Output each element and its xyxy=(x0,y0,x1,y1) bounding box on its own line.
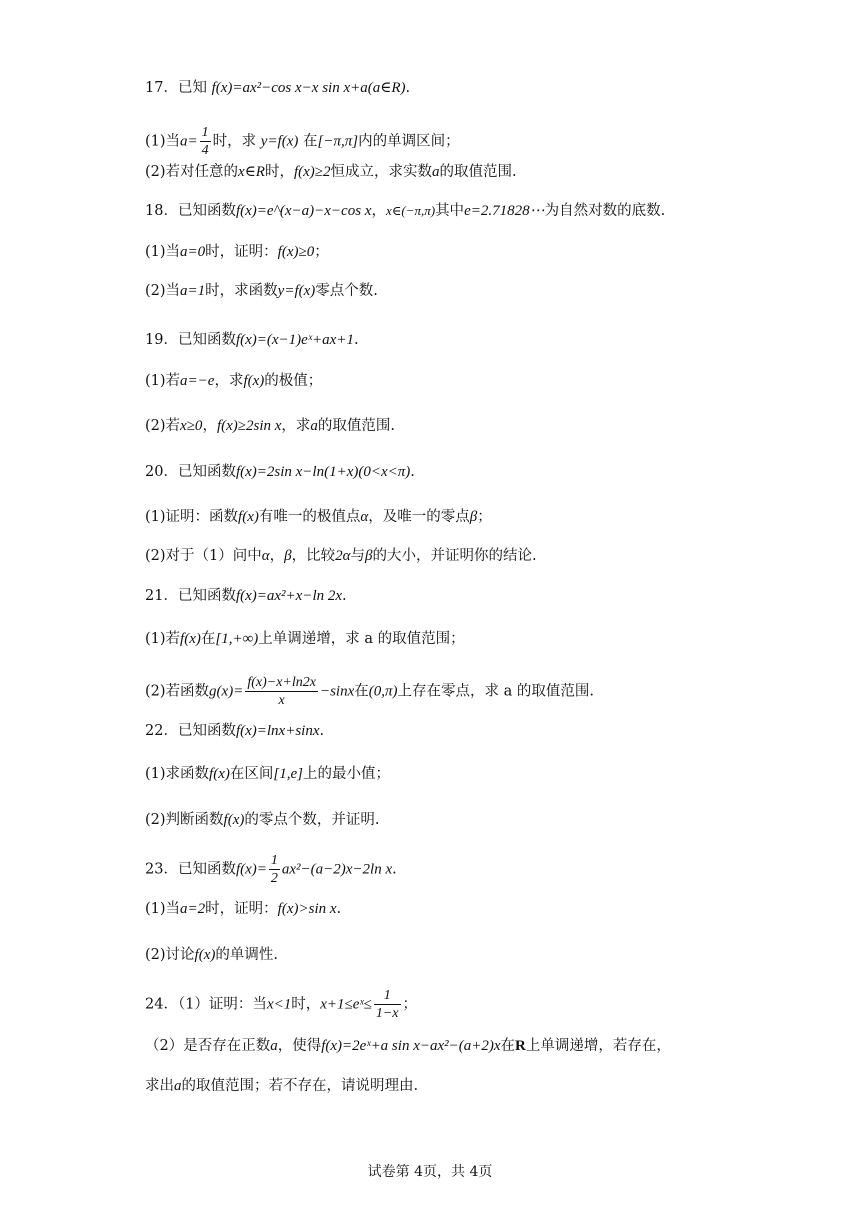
fraction: $\frac{1}{2}$ xyxy=(270,853,278,886)
fraction: $\frac{1}{4}$ xyxy=(201,125,209,158)
problem-23-part-2: (2)讨论f(x)的单调性. xyxy=(145,947,278,963)
problem-18-part-1: (1)当a=0时，证明：f(x)≥0； xyxy=(145,244,329,260)
problem-21-part-2: (2)若函数g(x)= $\frac{f(x)-x+\ln 2x}{x}$ −sinx在(0,π)上存在零点，求 a 的取值范围. xyxy=(145,675,595,708)
problem-18-part-2: (2)当a=1时，求函数y=f(x)零点个数. xyxy=(145,283,378,299)
problem-20-part-1: (1)证明：函数f(x)有唯一的极值点α，及唯一的零点β； xyxy=(145,509,492,525)
page-footer: 试卷第 4页，共 4页 xyxy=(367,1164,493,1180)
fraction: $\frac{f(x)-x+\ln 2x}{x}$ xyxy=(247,675,316,708)
problem-23-part-1: (1)当a=2时，证明：f(x)>sin x. xyxy=(145,901,342,917)
problem-24-part-2-continued: 求出a的取值范围；若不存在，请说明理由. xyxy=(145,1078,419,1094)
problem-22-stem: 22．已知函数f(x)=lnx+sinx. xyxy=(145,723,325,739)
problem-17-part-1: (1)当a= $\frac{1}{4}$ 时，求 y=f(x) 在[−π,π]内的单调区间； xyxy=(145,125,460,158)
fraction: $\frac{1}{1-x}$ xyxy=(375,988,399,1021)
problem-19-part-2: (2)若x≥0，f(x)≥2sin x，求a的取值范围. xyxy=(145,418,396,434)
problem-24-part-2: （2）是否存在正数a，使得f(x)=2eˣ+a sin x−ax²−(a+2)x在R上单调递增，若存在， xyxy=(145,1038,671,1054)
problem-18-stem: 18．已知函数f(x)=e^(x−a)−x−cos x，x∈(−π,π)其中e=2.71828⋯为自然对数的底数. xyxy=(145,203,666,219)
problem-22-part-2: (2)判断函数f(x)的零点个数，并证明. xyxy=(145,812,380,828)
problem-21-part-1: (1)若f(x)在[1,+∞)上单调递增，求 a 的取值范围； xyxy=(145,631,465,647)
problem-22-part-1: (1)求函数f(x)在区间[1,e]上的最小值； xyxy=(145,766,390,782)
problem-19-stem: 19．已知函数f(x)=(x−1)eˣ+ax+1. xyxy=(145,332,359,348)
problem-20-stem: 20．已知函数f(x)=2sin x−ln(1+x)(0<x<π). xyxy=(145,464,415,480)
problem-21-stem: 21．已知函数f(x)=ax²+x−ln 2x. xyxy=(145,588,347,604)
problem-24-part-1: 24．（1）证明：当x<1时，x+1≤eˣ≤ $\frac{1}{1-x}$ ； xyxy=(145,988,418,1021)
problem-17-part-2: (2)若对任意的x∈R时，f(x)≥2恒成立，求实数a的取值范围. xyxy=(145,164,517,180)
problem-17-stem: 17．已知 f(x)=ax²−cos x−x sin x+a(a∈R). xyxy=(145,80,411,96)
problem-20-part-2: (2)对于（1）问中α，β，比较2α与β的大小，并证明你的结论. xyxy=(145,548,537,564)
problem-19-part-1: (1)若a=−e，求f(x)的极值； xyxy=(145,373,323,389)
problem-23-stem: 23．已知函数f(x)= $\frac{1}{2}$ ax²−(a−2)x−2ln x. xyxy=(145,853,397,886)
